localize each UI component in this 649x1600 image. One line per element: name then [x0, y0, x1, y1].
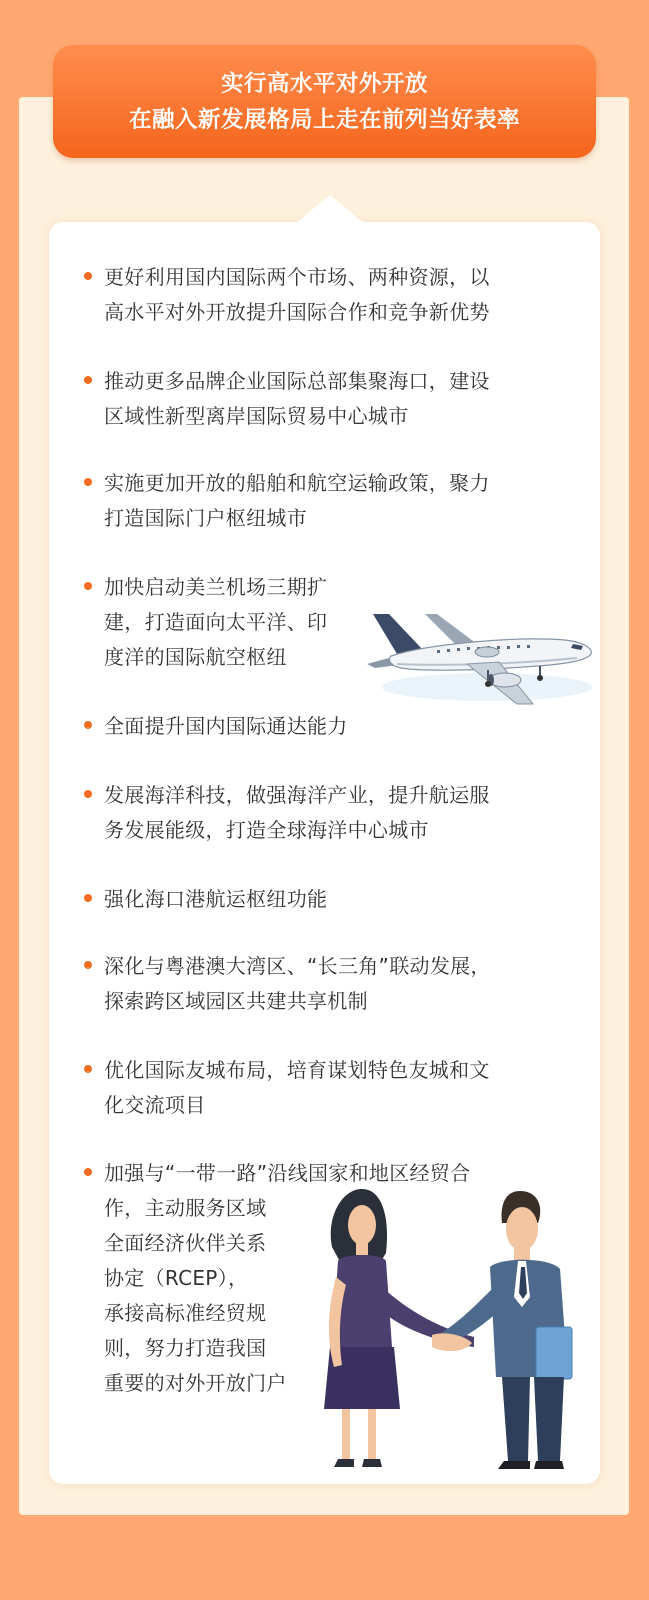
item-text: 全面提升国内国际通达能力 [104, 714, 348, 738]
item-text: 高水平对外开放提升国际合作和竞争新优势 [104, 300, 490, 324]
list-item [86, 466, 596, 536]
item-text: 建，打造面向太平洋、印 [104, 610, 328, 634]
item-text: 重要的对外开放门户 [104, 1371, 287, 1395]
bullet-dot [84, 961, 92, 969]
item-text: 加快启动美兰机场三期扩 [104, 575, 328, 599]
bullet-dot [84, 582, 92, 590]
item-text: 则，努力打造我国 [104, 1336, 267, 1360]
bullet-dot [84, 721, 92, 729]
item-text: 探索跨区域园区共建共享机制 [104, 989, 368, 1013]
list-item [86, 260, 596, 330]
item-text: 加强与“一带一路”沿线国家和地区经贸合 [104, 1161, 471, 1185]
list-item [86, 882, 596, 917]
bullet-dot [84, 790, 92, 798]
item-text: 更好利用国内国际两个市场、两种资源，以 [104, 265, 490, 289]
item-text: 承接高标准经贸规 [104, 1301, 267, 1325]
item-text: 区域性新型离岸国际贸易中心城市 [104, 404, 409, 428]
list-item [86, 1053, 596, 1123]
list-item [86, 949, 596, 1019]
bullet-dot [84, 1065, 92, 1073]
bullet-dot [84, 376, 92, 384]
item-text: 协定（RCEP）， [104, 1266, 249, 1290]
list-item [86, 364, 596, 434]
item-text: 务发展能级，打造全球海洋中心城市 [104, 818, 429, 842]
bullet-dot [84, 478, 92, 486]
item-text: 强化海口港航运枢纽功能 [104, 887, 328, 911]
title-line-2: 在融入新发展格局上走在前列当好表率 [128, 106, 520, 133]
list-item [86, 709, 596, 744]
item-text: 实施更加开放的船舶和航空运输政策，聚力 [104, 471, 490, 495]
bullet-dot [84, 894, 92, 902]
page-title [53, 45, 596, 158]
list-item [86, 778, 596, 848]
item-text: 化交流项目 [104, 1093, 206, 1117]
item-text: 度洋的国际航空枢纽 [104, 645, 287, 669]
item-text: 全面经济伙伴关系 [104, 1231, 267, 1255]
item-text: 打造国际门户枢纽城市 [104, 506, 307, 530]
bullet-dot [84, 1168, 92, 1176]
title-line-1: 实行高水平对外开放 [220, 70, 428, 97]
item-text: 深化与粤港澳大湾区、“长三角”联动发展， [104, 954, 491, 978]
item-text: 发展海洋科技，做强海洋产业，提升航运服 [104, 783, 490, 807]
item-text: 优化国际友城布局，培育谋划特色友城和文 [104, 1058, 490, 1082]
item-text: 推动更多品牌企业国际总部集聚海口，建设 [104, 369, 490, 393]
content-card [49, 222, 600, 1484]
item-text: 作，主动服务区域 [104, 1196, 267, 1220]
airplane-illustration [367, 592, 597, 712]
card-notch [296, 195, 364, 223]
bullet-dot [84, 272, 92, 280]
handshake-illustration [324, 1177, 584, 1477]
